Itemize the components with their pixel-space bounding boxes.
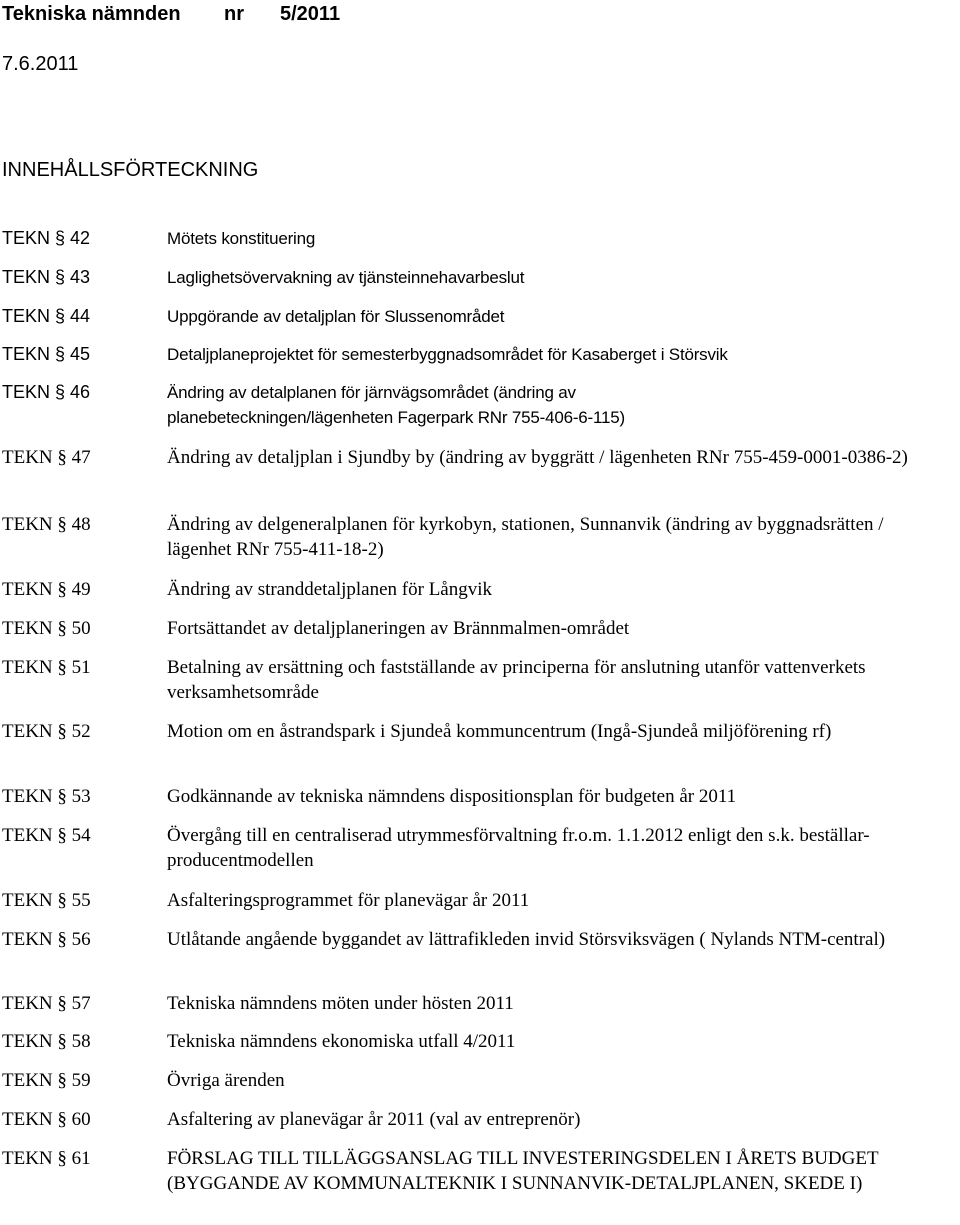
entry-code: TEKN § 52 — [2, 721, 91, 742]
entry-text: Tekniska nämndens ekonomiska utfall 4/2011 — [167, 1031, 516, 1052]
entry-code: TEKN § 57 — [2, 993, 91, 1014]
entry-code: TEKN § 46 — [2, 382, 91, 402]
entry-code: TEKN § 45 — [2, 344, 91, 364]
entry-code: TEKN § 42 — [2, 228, 91, 248]
entry-code: TEKN § 54 — [2, 825, 91, 846]
entry-text: Ändring av stranddetaljplanen för Långvik — [167, 579, 493, 600]
entry-text: Detaljplaneprojektet för semesterbyggnadsområdet för Kasaberget i Störsvik — [167, 345, 728, 364]
entry-text: Mötets konstituering — [167, 229, 316, 248]
header-body-name: Tekniska nämnden — [2, 3, 181, 25]
entry-text: Laglighetsövervakning av tjänsteinnehavarbeslut — [167, 268, 525, 287]
entry-code: TEKN § 44 — [2, 306, 91, 326]
entry-code: TEKN § 58 — [2, 1031, 91, 1052]
entry-code: TEKN § 61 — [2, 1148, 91, 1169]
entry-text: Godkännande av tekniska nämndens dispositionsplan för budgeten år 2011 — [167, 786, 737, 807]
entry-code: TEKN § 60 — [2, 1109, 91, 1130]
entry-code: TEKN § 48 — [2, 514, 91, 535]
toc-heading: INNEHÅLLSFÖRTECKNING — [2, 159, 259, 181]
entry-text: Asfalteringsprogrammet för planevägar år 2011 — [167, 890, 530, 911]
header-nr-label: nr — [224, 3, 244, 25]
entry-text: Ändring av detalplanen för järnvägsområdet (ändring av planebeteckningen/lägenheten Fagerpark RNr 755-406-6-115) — [167, 383, 625, 427]
entry-code: TEKN § 59 — [2, 1070, 91, 1091]
entry-code: TEKN § 47 — [2, 447, 91, 468]
entry-code: TEKN § 43 — [2, 267, 91, 287]
header-number: 5/2011 — [280, 3, 341, 25]
entry-text: Övergång till en centraliserad utrymmesförvaltning fr.o.m. 1.1.2012 enligt den s.k. beställar-producentmodellen — [167, 825, 870, 871]
entry-text: Ändring av delgeneralplanen för kyrkobyn, stationen, Sunnanvik (ändring av byggnadsrätten / lägenhet RNr 755-411-18-2) — [167, 514, 884, 560]
entry-code: TEKN § 56 — [2, 929, 91, 950]
entry-text: Tekniska nämndens möten under hösten 2011 — [167, 993, 514, 1014]
header-date: 7.6.2011 — [2, 53, 79, 75]
entry-text: Asfaltering av planevägar år 2011 (val av entreprenör) — [167, 1109, 581, 1130]
entry-code: TEKN § 50 — [2, 618, 91, 639]
entry-text: Uppgörande av detaljplan för Slussenområdet — [167, 307, 505, 326]
entry-text: Betalning av ersättning och fastställande av principerna för anslutning utanför vattenverkets verksamhetsområde — [167, 657, 866, 703]
entry-code: TEKN § 55 — [2, 890, 91, 911]
entry-code: TEKN § 49 — [2, 579, 91, 600]
entry-text: Utlåtande angående byggandet av lättrafikleden invid Störsviksvägen ( Nylands NTM-central) — [167, 929, 886, 950]
entry-code: TEKN § 51 — [2, 657, 91, 678]
entry-text: Motion om en åstrandspark i Sjundeå kommuncentrum (Ingå-Sjundeå miljöförening rf) — [167, 721, 832, 742]
entry-text: Fortsättandet av detaljplaneringen av Brännmalmen-området — [167, 618, 630, 639]
entry-text: Ändring av detaljplan i Sjundby by (ändring av byggrätt / lägenheten RNr 755-459-0001-0386-2) — [167, 447, 908, 468]
document-header — [2, 2, 340, 26]
entry-code: TEKN § 53 — [2, 786, 91, 807]
entry-text: FÖRSLAG TILL TILLÄGGSANSLAG TILL INVESTERINGSDELEN I ÅRETS BUDGET (BYGGANDE AV KOMMUNALTEKNIK I SUNNANVIK-DETALJPLANEN, SKEDE I) — [167, 1148, 879, 1194]
entry-text: Övriga ärenden — [167, 1070, 285, 1091]
